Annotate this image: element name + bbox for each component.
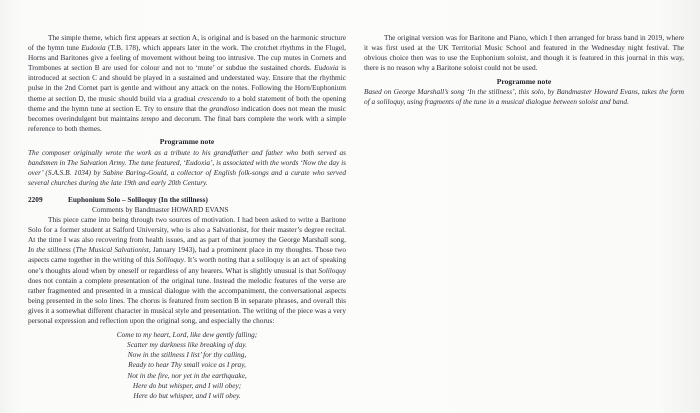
chorus-poem [51, 330, 323, 401]
programme-note-heading-right: Programme note [496, 76, 552, 86]
chorus-line: Not in the fire, nor yet in the earthquake, [127, 370, 247, 380]
paragraph-piece-origin: This piece came into being through two sources of motivation. I had been asked to write a Baritone Solo for a former student at Salford University, who is also a Salvationist, for their master’s degree recital. At the time I was also recovering from health issues, and as part of that journey the George Marshall song, In the stillness (The Musical Salvationist, January 1943), had a prominent place in my thoughts. Those two aspects came together in the writing of this Soliloquy. It’s worth noting that a soliloquy is an act of speaking one’s thoughts aloud when by oneself or regardless of any hearers. What is slightly unusual is that Soliloquy does not contain a complete presentation of the original tune. Instead the melodic features of the verse are rather fragmented and presented in a musical dialogue with the accompaniment, the conversational aspects being presented in the solo lines. The chorus is featured from section B in separate phrases, and overall this gives it a somewhat different character in musical style and presentation. The writing of the piece was a very personal expression and reflection upon the original song, and especially the chorus: [28, 215, 346, 326]
programme-note-heading-left: Programme note [159, 137, 215, 147]
chorus-line: Here do but whisper, and I will obey; [132, 380, 242, 390]
chorus-line: Now in the stillness I list’ for thy calling, [127, 350, 247, 360]
programme-note-text-left: The composer originally wrote the work as a tribute to his grandfather and father who both served as bandsmen in The Salvation Army. The tune featured, ‘Eudoxia’, is associated with the words ‘Now the day is over’ (S.A.S.B. 1034) by Sabine Baring-Gould, a collector of English folk-songs and a curate who served several churches during the late 19th and early 20th Century. [28, 147, 346, 187]
item-number: 2209 [28, 194, 43, 204]
left-column [28, 33, 346, 401]
comments-byline: Comments by Bandmaster HOWARD EVANS [92, 205, 229, 214]
programme-note-text-right: Based on George Marshall’s song ‘In the stillness’, this solo, by Bandmaster Howard Evans, takes the form of a soliloquy, using fragments of the tune in a musical dialogue between soloist and band. [364, 86, 684, 107]
right-column [364, 33, 684, 107]
item-title: Euphonium Solo – Soliloquy (In the stillness) [68, 194, 208, 204]
paragraph-arrangement: The original version was for Baritone and Piano, which I then arranged for brass band in 2019, where it was first used at the UK Territorial Music School and featured in the Wednesday night festival. The obvious choice then was to use the Euphonium soloist, and though it is featured in this journal in this way, there is no reason why a Baritone soloist could not be used. [364, 33, 684, 73]
chorus-line: Here do but whisper, and I will obey. [133, 390, 241, 400]
chorus-line: Scatter my darkness like breaking of day. [127, 340, 247, 350]
item-heading [28, 195, 346, 205]
paragraph-theme-analysis: The simple theme, which first appears at section A, is original and is based on the harmonic structure of the hymn tune Eudoxia (T.B. 178), which appears later in the work. The crotchet rhythms in the Flugel, Horns and Baritones give a feeling of movement without being too intrusive. The cup mutes in Cornets and Trombones at section B are used for colour and not to ‘mute’ or subdue the sustained chords. Eudoxia is introduced at section C and should be played in a sustained and understated way. Ensure that the rhythmic pulse in the 2nd Cornet part is gentle and without any attack on the notes. Following the Horn/Euphonium theme at section D, the music should build via a gradual crescendo to a bold statement of both the opening theme and the hymn tune at section E. Try to ensure that the grandioso indication does not mean the music becomes overindulgent but maintains tempo and decorum. The final bars complete the work with a simple reference to both themes. [28, 33, 347, 133]
chorus-line: Ready to hear Thy small voice as I pray, [128, 360, 246, 370]
chorus-line: Come to my heart, Lord, like dew gently falling; [116, 330, 258, 340]
